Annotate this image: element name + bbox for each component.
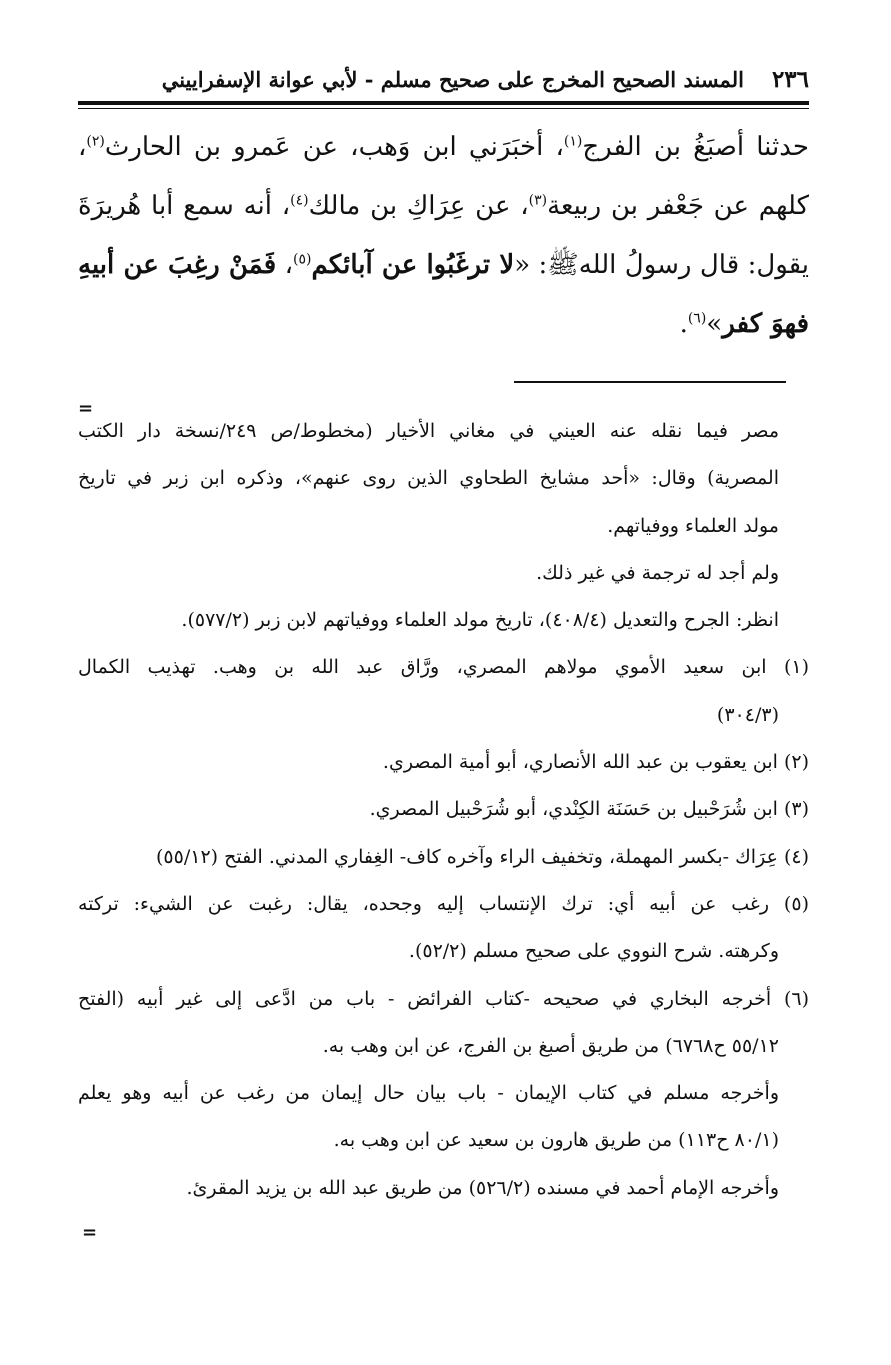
header-rule-thin <box>78 108 809 109</box>
text-run: ، <box>78 132 87 162</box>
page-number: ٢٣٦ <box>771 65 809 93</box>
prophetic-saying: فَمَنْ رغِبَ عن أبيهِ <box>78 250 277 280</box>
header-rule-thick <box>78 101 809 105</box>
footnote-line: ٥٥/١٢ ح٦٧٦٨) من طريق أصبغ بن الفرج، عن ابن وهب به. <box>322 1034 779 1057</box>
footnote-line: مصر فيما نقله عنه العيني في مغاني الأخيار (مخطوط/ص ٢٤٩/نسخة دار الكتب <box>78 420 779 442</box>
footnote-line: المصرية) وقال: «أحد مشايخ الطحاوي الذين روى عنهم»، وذكره ابن زبر في تاريخ <box>78 467 779 490</box>
hadith-line <box>78 236 809 295</box>
hadith-text <box>78 118 809 354</box>
footnote-ref: (٦) <box>687 310 707 327</box>
continued-mark: = <box>82 1222 98 1243</box>
text-run: يقول: قال رسولُ اللهﷺ: « <box>514 250 809 280</box>
text-run: ، أخبَرَني ابن وَهب، عن عَمرو بن الحارث <box>104 132 564 162</box>
footnote-separator <box>514 381 786 383</box>
text-run: ، عن عِرَاكِ بن مالك <box>308 191 529 221</box>
text-run: ، أنه سمع أبا هُريرَةَ <box>78 191 291 221</box>
book-title: المسند الصحيح المخرج على صحيح مسلم - لأبي عوانة الإسفراييني <box>161 66 744 92</box>
footnote-line: (٢) ابن يعقوب بن عبد الله الأنصاري، أبو أمية المصري. <box>382 751 809 774</box>
footnote-line: (٦) أخرجه البخاري في صحيحه -كتاب الفرائض - باب من ادَّعى إلى غير أبيه (الفتح <box>78 987 809 1010</box>
footnote-line: انظر: الجرح والتعديل (٤٠٨/٤)، تاريخ مولد العلماء ووفياتهم لابن زبر (٥٧٧/٢). <box>181 609 779 632</box>
footnote-line: وكرهته. شرح النووي على صحيح مسلم (٥٢/٢). <box>408 940 779 963</box>
text-run: . <box>679 309 688 339</box>
footnote-ref: (٢) <box>86 133 105 150</box>
prophetic-saying: لا ترغَبُوا عن آبائكم <box>311 250 515 280</box>
footnote-ref: (٣) <box>528 192 548 209</box>
footnote-line: (٣٠٤/٣) <box>716 703 779 726</box>
text-run: كلهم عن جَعْفر بن ربيعة <box>547 191 809 221</box>
footnote-line: مولد العلماء ووفياتهم. <box>607 514 779 537</box>
hadith-line <box>78 295 809 354</box>
footnote-ref: (٤) <box>290 192 309 209</box>
footnote-line: وأخرجه مسلم في كتاب الإيمان - باب بيان حال إيمان من رغب عن أبيه وهو يعلم <box>78 1082 779 1105</box>
footnote-ref: (٥) <box>292 251 312 268</box>
hadith-line <box>78 177 809 236</box>
text-run: ، <box>276 250 293 280</box>
footnote-line: ولم أجد له ترجمة في غير ذلك. <box>536 561 779 584</box>
continued-from-mark: = <box>78 398 94 419</box>
running-header <box>78 60 809 98</box>
prophetic-saying: فهوَ كفر <box>722 309 809 339</box>
hadith-line <box>78 118 809 177</box>
text-run: » <box>706 309 723 339</box>
footnote-line: وأخرجه الإمام أحمد في مسنده (٥٢٦/٢) من طريق عبد الله بن يزيد المقرئ. <box>186 1176 779 1199</box>
footnote-line: (٤) عِرَاك -بكسر المهملة، وتخفيف الراء وآخره كاف- الغِفاري المدني. الفتح (٥٥/١٢) <box>156 845 809 868</box>
footnotes <box>78 408 809 1212</box>
footnote-ref: (١) <box>563 133 583 150</box>
footnote-line: (٨٠/١ ح١١٣) من طريق هارون بن سعيد عن ابن وهب به. <box>333 1129 779 1152</box>
footnote-line: (١) ابن سعيد الأموي مولاهم المصري، ورَّاق عبد الله بن وهب. تهذيب الكمال <box>78 656 809 679</box>
footnote-line: (٥) رغب عن أبيه أي: ترك الإنتساب إليه وجحده، يقال: رغبت عن الشيء: تركته <box>78 892 809 915</box>
text-run: حدثنا أصبَغُ بن الفرج <box>582 132 809 162</box>
footnote-line: (٣) ابن شُرَحْبيل بن حَسَنَة الكِنْدي، أبو شُرَحْبيل المصري. <box>369 798 809 821</box>
